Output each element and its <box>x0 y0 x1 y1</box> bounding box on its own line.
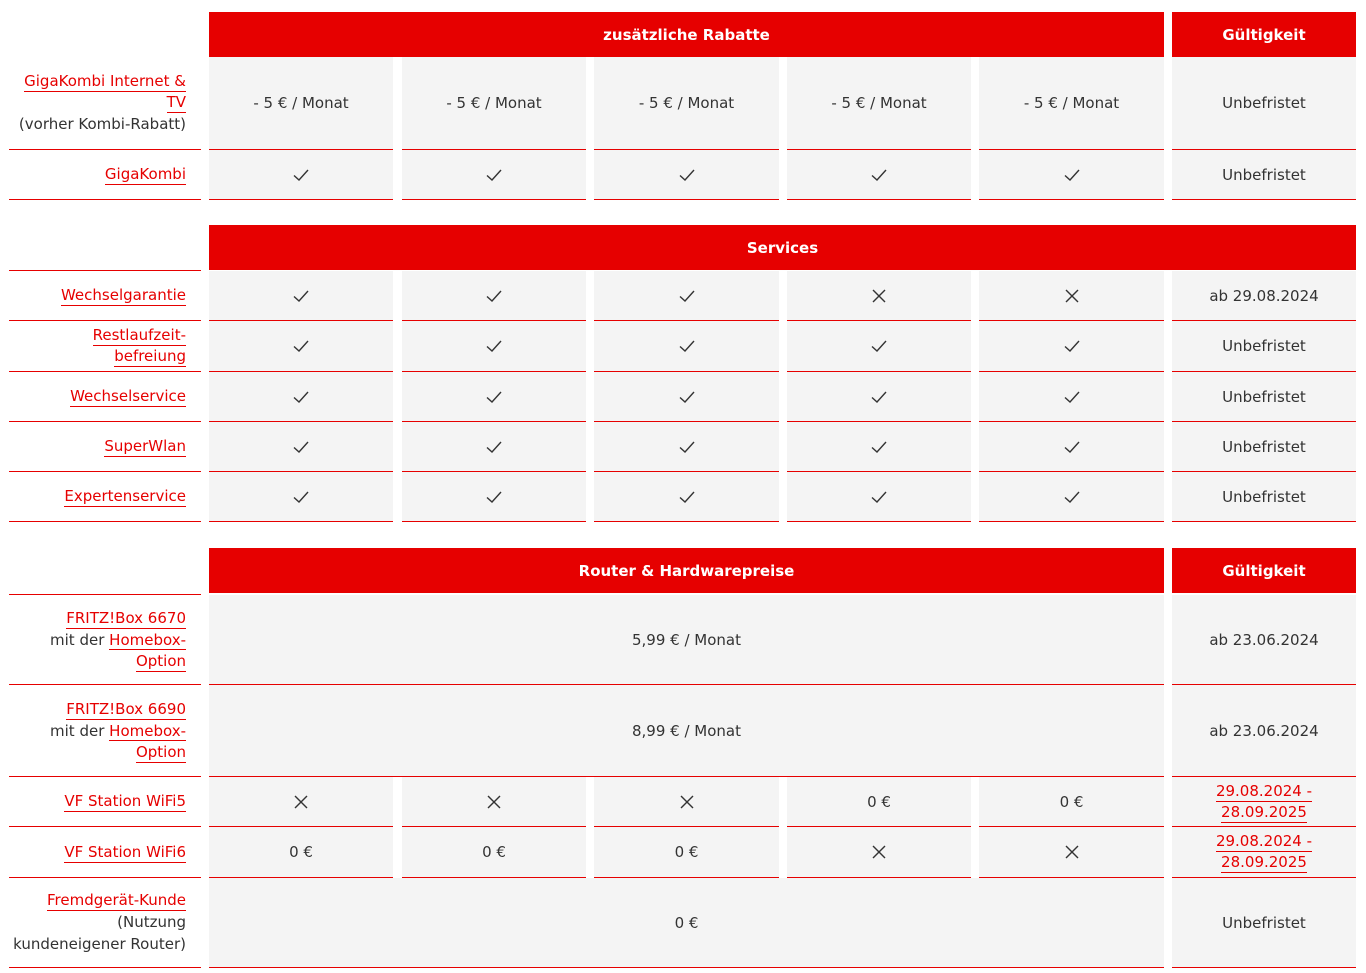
gigakombi-tv-link[interactable]: TV <box>166 93 186 111</box>
validity-superwlan: Unbefristet <box>1172 422 1356 472</box>
row-label-expertenservice <box>9 472 201 522</box>
validity-wechselservice: Unbefristet <box>1172 372 1356 422</box>
cell-superwlan-5 <box>979 422 1164 472</box>
check-icon <box>870 337 888 355</box>
cell-superwlan-2 <box>402 422 586 472</box>
rabatte-title: zusätzliche Rabatte <box>603 25 770 44</box>
cell-wechselservice-4 <box>787 372 971 422</box>
check-icon <box>485 438 503 456</box>
cross-icon <box>485 793 503 811</box>
fritzbox6690-text: mit der <box>50 721 105 740</box>
router-header <box>209 548 1164 593</box>
check-icon <box>678 337 696 355</box>
check-icon <box>485 337 503 355</box>
validity-fremdgeraet: Unbefristet <box>1172 878 1356 968</box>
cell-restlaufzeit-4 <box>787 321 971 372</box>
cell-value: 0 € <box>289 843 313 861</box>
cell-gigakombi-internet-1: - 5 € / Monat <box>209 57 393 150</box>
fremdgeraet-link[interactable]: Fremdgerät-Kunde <box>47 891 186 909</box>
cell-gigakombi-internet-3: - 5 € / Monat <box>594 57 779 150</box>
row-label-wechselgarantie <box>9 271 201 321</box>
cross-icon <box>678 793 696 811</box>
cell-superwlan-3 <box>594 422 779 472</box>
check-icon <box>485 287 503 305</box>
cell-value: 0 € <box>482 843 506 861</box>
cell-wifi5-5 <box>979 777 1164 827</box>
cell-superwlan-4 <box>787 422 971 472</box>
row-label-superwlan <box>9 422 201 472</box>
cross-icon <box>870 287 888 305</box>
cell-wifi6-3 <box>594 827 779 878</box>
cell-gigakombi-2 <box>402 150 586 200</box>
wifi5-validity-link-1[interactable]: 29.08.2024 - <box>1215 781 1313 800</box>
cell-wechselservice-5 <box>979 372 1164 422</box>
fritzbox6690-option-link[interactable]: Option <box>135 742 186 761</box>
cell-wifi6-5 <box>979 827 1164 878</box>
price-fremdgeraet: 0 € <box>209 878 1164 968</box>
gigakombi-internet-note: (vorher Kombi-Rabatt) <box>18 115 186 133</box>
cell-gigakombi-1 <box>209 150 393 200</box>
cell-wechselservice-2 <box>402 372 586 422</box>
cell-superwlan-1 <box>209 422 393 472</box>
cell-wechselservice-3 <box>594 372 779 422</box>
fremdgeraet-text-1: (Nutzung <box>117 913 186 931</box>
check-icon <box>292 166 310 184</box>
cell-restlaufzeit-3 <box>594 321 779 372</box>
gigakombi-internet-link[interactable]: GigaKombi Internet & <box>24 72 186 90</box>
cell-restlaufzeit-5 <box>979 321 1164 372</box>
row-label-wifi5 <box>9 777 201 827</box>
check-icon <box>485 488 503 506</box>
validity-gigakombi: Unbefristet <box>1172 150 1356 200</box>
cell-wifi6-2 <box>402 827 586 878</box>
validity-wifi6 <box>1172 827 1356 878</box>
check-icon <box>1063 438 1081 456</box>
cell-gigakombi-internet-5: - 5 € / Monat <box>979 57 1164 150</box>
router-validity-label: Gültigkeit <box>1222 561 1306 580</box>
services-title: Services <box>746 238 819 257</box>
check-icon <box>870 388 888 406</box>
check-icon <box>678 287 696 305</box>
cell-wechselservice-1 <box>209 372 393 422</box>
fremdgeraet-text-2: kundeneigener Router) <box>13 935 186 953</box>
row-label-fremdgeraet <box>9 878 201 968</box>
cell-wifi6-4 <box>787 827 971 878</box>
validity-fritzbox6690: ab 23.06.2024 <box>1172 685 1356 777</box>
cell-wechselgarantie-4 <box>787 271 971 321</box>
gigakombi-link[interactable]: GigaKombi <box>104 165 186 183</box>
cell-expertenservice-1 <box>209 472 393 522</box>
cell-value: 0 € <box>1059 792 1084 811</box>
cross-icon <box>292 793 310 811</box>
row-label-gigakombi <box>9 150 201 200</box>
cell-wifi5-4 <box>787 777 971 827</box>
validity-header <box>1172 12 1356 57</box>
row-label-wechselservice <box>9 372 201 422</box>
check-icon <box>1063 488 1081 506</box>
validity-gigakombi-internet: Unbefristet <box>1172 57 1356 150</box>
check-icon <box>292 438 310 456</box>
restlaufzeit-link-1[interactable]: Restlaufzeit- <box>92 326 186 344</box>
fritzbox6670-homebox-link[interactable]: Homebox- <box>109 630 186 649</box>
cell-wifi5-1 <box>209 777 393 827</box>
check-icon <box>678 438 696 456</box>
cell-gigakombi-5 <box>979 150 1164 200</box>
check-icon <box>1063 166 1081 184</box>
wifi6-validity-link-2[interactable]: 28.09.2025 <box>1221 853 1307 871</box>
router-validity-header <box>1172 548 1356 593</box>
cell-expertenservice-3 <box>594 472 779 522</box>
restlaufzeit-link-2[interactable]: befreiung <box>114 347 186 365</box>
cell-wifi5-3 <box>594 777 779 827</box>
check-icon <box>292 388 310 406</box>
row-label-fritzbox6690 <box>9 685 201 777</box>
check-icon <box>292 337 310 355</box>
cross-icon <box>1063 287 1081 305</box>
price-fritzbox6690: 8,99 € / Monat <box>209 685 1164 777</box>
wechselgarantie-link[interactable]: Wechselgarantie <box>60 286 186 304</box>
validity-wechselgarantie: ab 29.08.2024 <box>1172 271 1356 321</box>
check-icon <box>870 166 888 184</box>
row-label-wifi6 <box>9 827 201 878</box>
check-icon <box>485 166 503 184</box>
fritzbox6690-link[interactable]: FRITZ!Box 6690 <box>66 699 186 718</box>
validity-wifi5 <box>1172 777 1356 827</box>
cell-wechselgarantie-5 <box>979 271 1164 321</box>
check-icon <box>678 388 696 406</box>
row-label-fritzbox6670 <box>9 595 201 685</box>
price-fritzbox6670: 5,99 € / Monat <box>209 595 1164 685</box>
check-icon <box>870 488 888 506</box>
wifi6-validity-link-1[interactable]: 29.08.2024 - <box>1215 832 1313 850</box>
cell-wifi5-2 <box>402 777 586 827</box>
fritzbox6670-text: mit der <box>50 630 105 649</box>
wifi5-link[interactable]: VF Station WiFi5 <box>64 792 186 810</box>
check-icon <box>870 438 888 456</box>
check-icon <box>1063 337 1081 355</box>
cell-value: 0 € <box>674 843 699 861</box>
cell-gigakombi-internet-4: - 5 € / Monat <box>787 57 971 150</box>
cell-wifi6-1 <box>209 827 393 878</box>
validity-expertenservice: Unbefristet <box>1172 472 1356 522</box>
cell-restlaufzeit-1 <box>209 321 393 372</box>
validity-header-label: Gültigkeit <box>1222 25 1306 44</box>
cell-expertenservice-4 <box>787 472 971 522</box>
router-title: Router & Hardwarepreise <box>578 561 795 580</box>
rabatte-header <box>209 12 1164 57</box>
row-label-gigakombi-internet <box>9 57 201 150</box>
check-icon <box>485 388 503 406</box>
check-icon <box>1063 388 1081 406</box>
fritzbox6690-homebox-link[interactable]: Homebox- <box>109 721 186 740</box>
cross-icon <box>870 843 888 861</box>
cell-wechselgarantie-2 <box>402 271 586 321</box>
superwlan-link[interactable]: SuperWlan <box>104 437 186 455</box>
wechselservice-link[interactable]: Wechselservice <box>70 387 186 405</box>
services-header <box>209 225 1356 270</box>
cell-gigakombi-4 <box>787 150 971 200</box>
cell-expertenservice-2 <box>402 472 586 522</box>
check-icon <box>292 287 310 305</box>
cell-expertenservice-5 <box>979 472 1164 522</box>
validity-fritzbox6670: ab 23.06.2024 <box>1172 595 1356 685</box>
check-icon <box>292 488 310 506</box>
cell-wechselgarantie-1 <box>209 271 393 321</box>
expertenservice-link[interactable]: Expertenservice <box>64 487 186 505</box>
validity-restlaufzeit: Unbefristet <box>1172 321 1356 372</box>
cross-icon <box>1063 843 1081 861</box>
check-icon <box>678 488 696 506</box>
fritzbox6670-link[interactable]: FRITZ!Box 6670 <box>66 608 186 627</box>
cell-gigakombi-internet-2: - 5 € / Monat <box>402 57 586 150</box>
cell-gigakombi-3 <box>594 150 779 200</box>
check-icon <box>678 166 696 184</box>
wifi6-link[interactable]: VF Station WiFi6 <box>64 842 186 861</box>
cell-restlaufzeit-2 <box>402 321 586 372</box>
wifi5-validity-link-2[interactable]: 28.09.2025 <box>1221 802 1307 821</box>
fritzbox6670-option-link[interactable]: Option <box>135 651 186 670</box>
cell-wechselgarantie-3 <box>594 271 779 321</box>
row-label-restlaufzeit <box>9 321 201 372</box>
cell-value: 0 € <box>867 792 891 811</box>
